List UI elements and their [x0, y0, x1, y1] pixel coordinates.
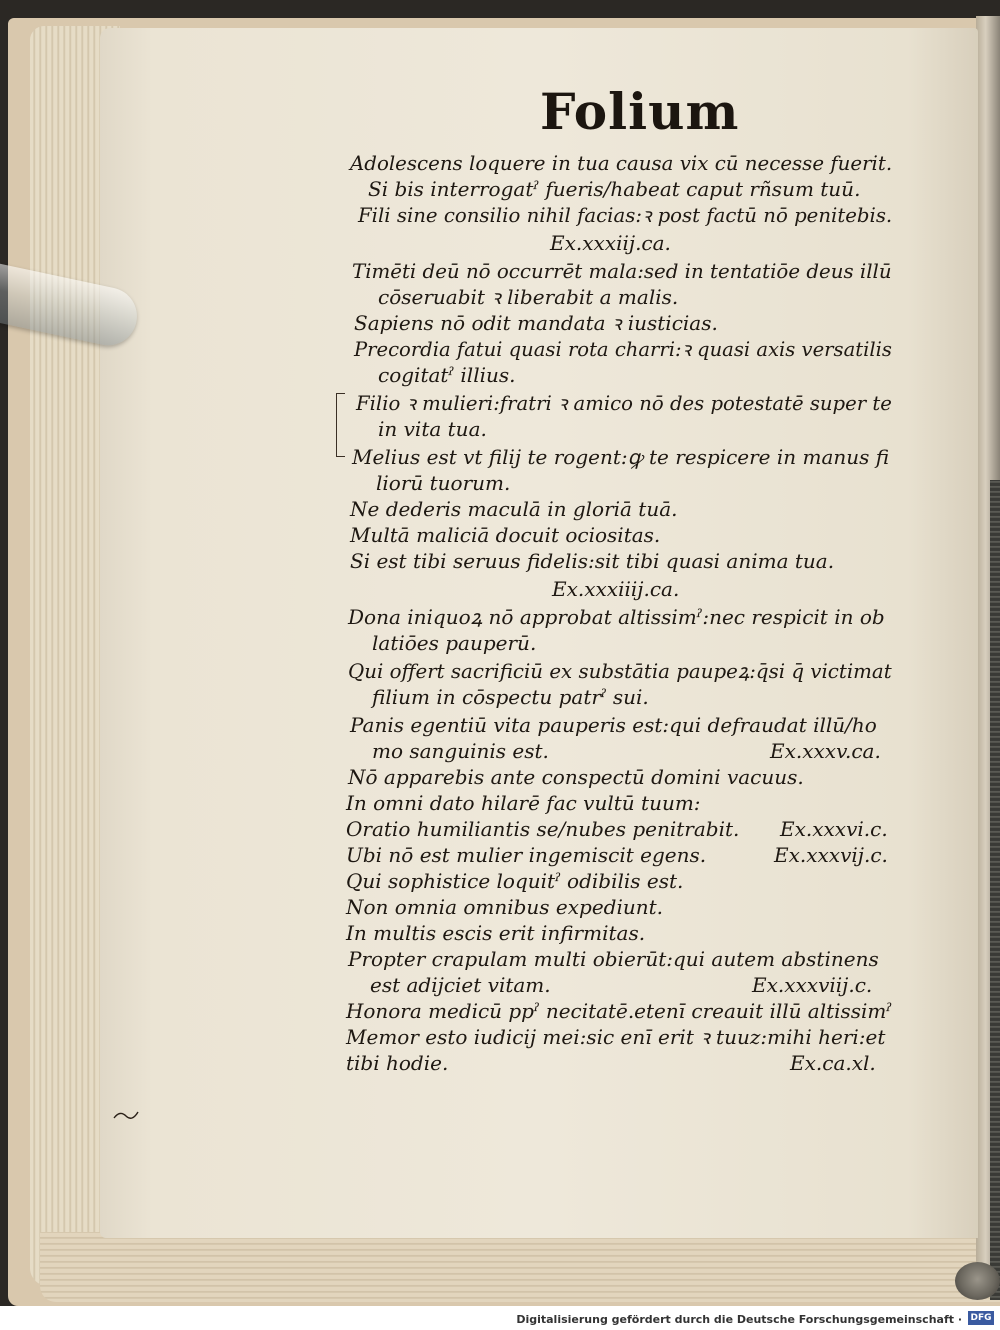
text-line: Qui sophistice loquitˀ odibilis est. [346, 869, 684, 893]
text-line: Fili sine consilio nihil facias:ꝛ post factū nō penitebis. [358, 203, 893, 227]
text-line: cogitatˀ illius. [378, 363, 516, 387]
text-line: tibi hodie. [346, 1051, 449, 1075]
text-line: est adijciet vitam. [370, 973, 551, 997]
chapter-reference: Ex.xxxviij.c. [752, 973, 873, 997]
text-line: Panis egentiū vita pauperis est:qui defraudat illū/ho [350, 713, 877, 737]
chapter-reference: Ex.xxxiiij.ca. [552, 577, 680, 601]
text-line: filium in cōspectu patrˀ sui. [372, 685, 649, 709]
text-line: Non omnia omnibus expediunt. [346, 895, 664, 919]
chapter-reference: Ex.xxxvij.c. [774, 843, 888, 867]
text-line: In multis escis erit infirmitas. [346, 921, 646, 945]
text-line: Ubi nō est mulier ingemiscit egens. [346, 843, 707, 867]
funding-credit: Digitalisierung gefördert durch die Deutsche Forschungsgemeinschaft · [516, 1313, 962, 1326]
text-line: Filio ꝛ mulieri:fratri ꝛ amico nō des potestatē super te [356, 391, 892, 415]
text-line: Precordia fatui quasi rota charri:ꝛ quasi axis versatilis [354, 337, 892, 361]
chapter-reference: Ex.xxxvi.c. [780, 817, 888, 841]
text-line: cōseruabit ꝛ liberabit a malis. [378, 285, 679, 309]
page-header: Folium [540, 82, 740, 141]
text-line: Nō apparebis ante conspectū domini vacuus. [348, 765, 804, 789]
text-line: Ne dederis maculā in gloriā tuā. [350, 497, 678, 521]
text-line: Memor esto iudicij mei:sic enī erit ꝛ tuuz:mihi heri:et [346, 1025, 886, 1049]
chapter-reference: Ex.ca.xl. [790, 1051, 876, 1075]
text-line: In omni dato hilarē fac vultū tuum: [346, 791, 701, 815]
text-line: mo sanguinis est. [372, 739, 549, 763]
text-line: latiōes pauperū. [372, 631, 537, 655]
text-line: Sapiens nō odit mandata ꝛ iusticias. [354, 311, 718, 335]
text-line: Multā maliciā docuit ociositas. [350, 523, 661, 547]
text-line: Qui offert sacrificiū ex substātia paupeꝝ:q̄si q̄ victimat [348, 659, 892, 683]
text-line: Dona iniquoꝝ nō approbat altissimˀ:nec respicit in ob [348, 605, 885, 629]
chapter-reference: Ex.xxxiij.ca. [550, 231, 671, 255]
chapter-reference: Ex.xxxv.ca. [770, 739, 881, 763]
text-line: Timēti deū nō occurrēt mala:sed in tentatiōe deus illū [352, 259, 892, 283]
text-line: Propter crapulam multi obierūt:qui autem abstinens [348, 947, 879, 971]
text-line: Oratio humiliantis se/nubes penitrabit. [346, 817, 740, 841]
text-line: in vita tua. [378, 417, 487, 441]
dfg-logo: DFG [968, 1311, 994, 1325]
text-line: Si bis interrogatˀ fueris/habeat caput rñsum tuū. [368, 177, 861, 201]
text-line: Melius est vt filij te rogent:ꝙ te respicere in manus fi [352, 445, 890, 469]
text-line: Si est tibi seruus fidelis:sit tibi quasi anima tua. [350, 549, 835, 573]
text-line: Adolescens loquere in tua causa vix cū necesse fuerit. [350, 151, 893, 175]
text-line: Honora medicū ppˀ necitatē.etenī creauit illū altissimˀ [346, 999, 892, 1023]
text-line: liorū tuorum. [376, 471, 511, 495]
